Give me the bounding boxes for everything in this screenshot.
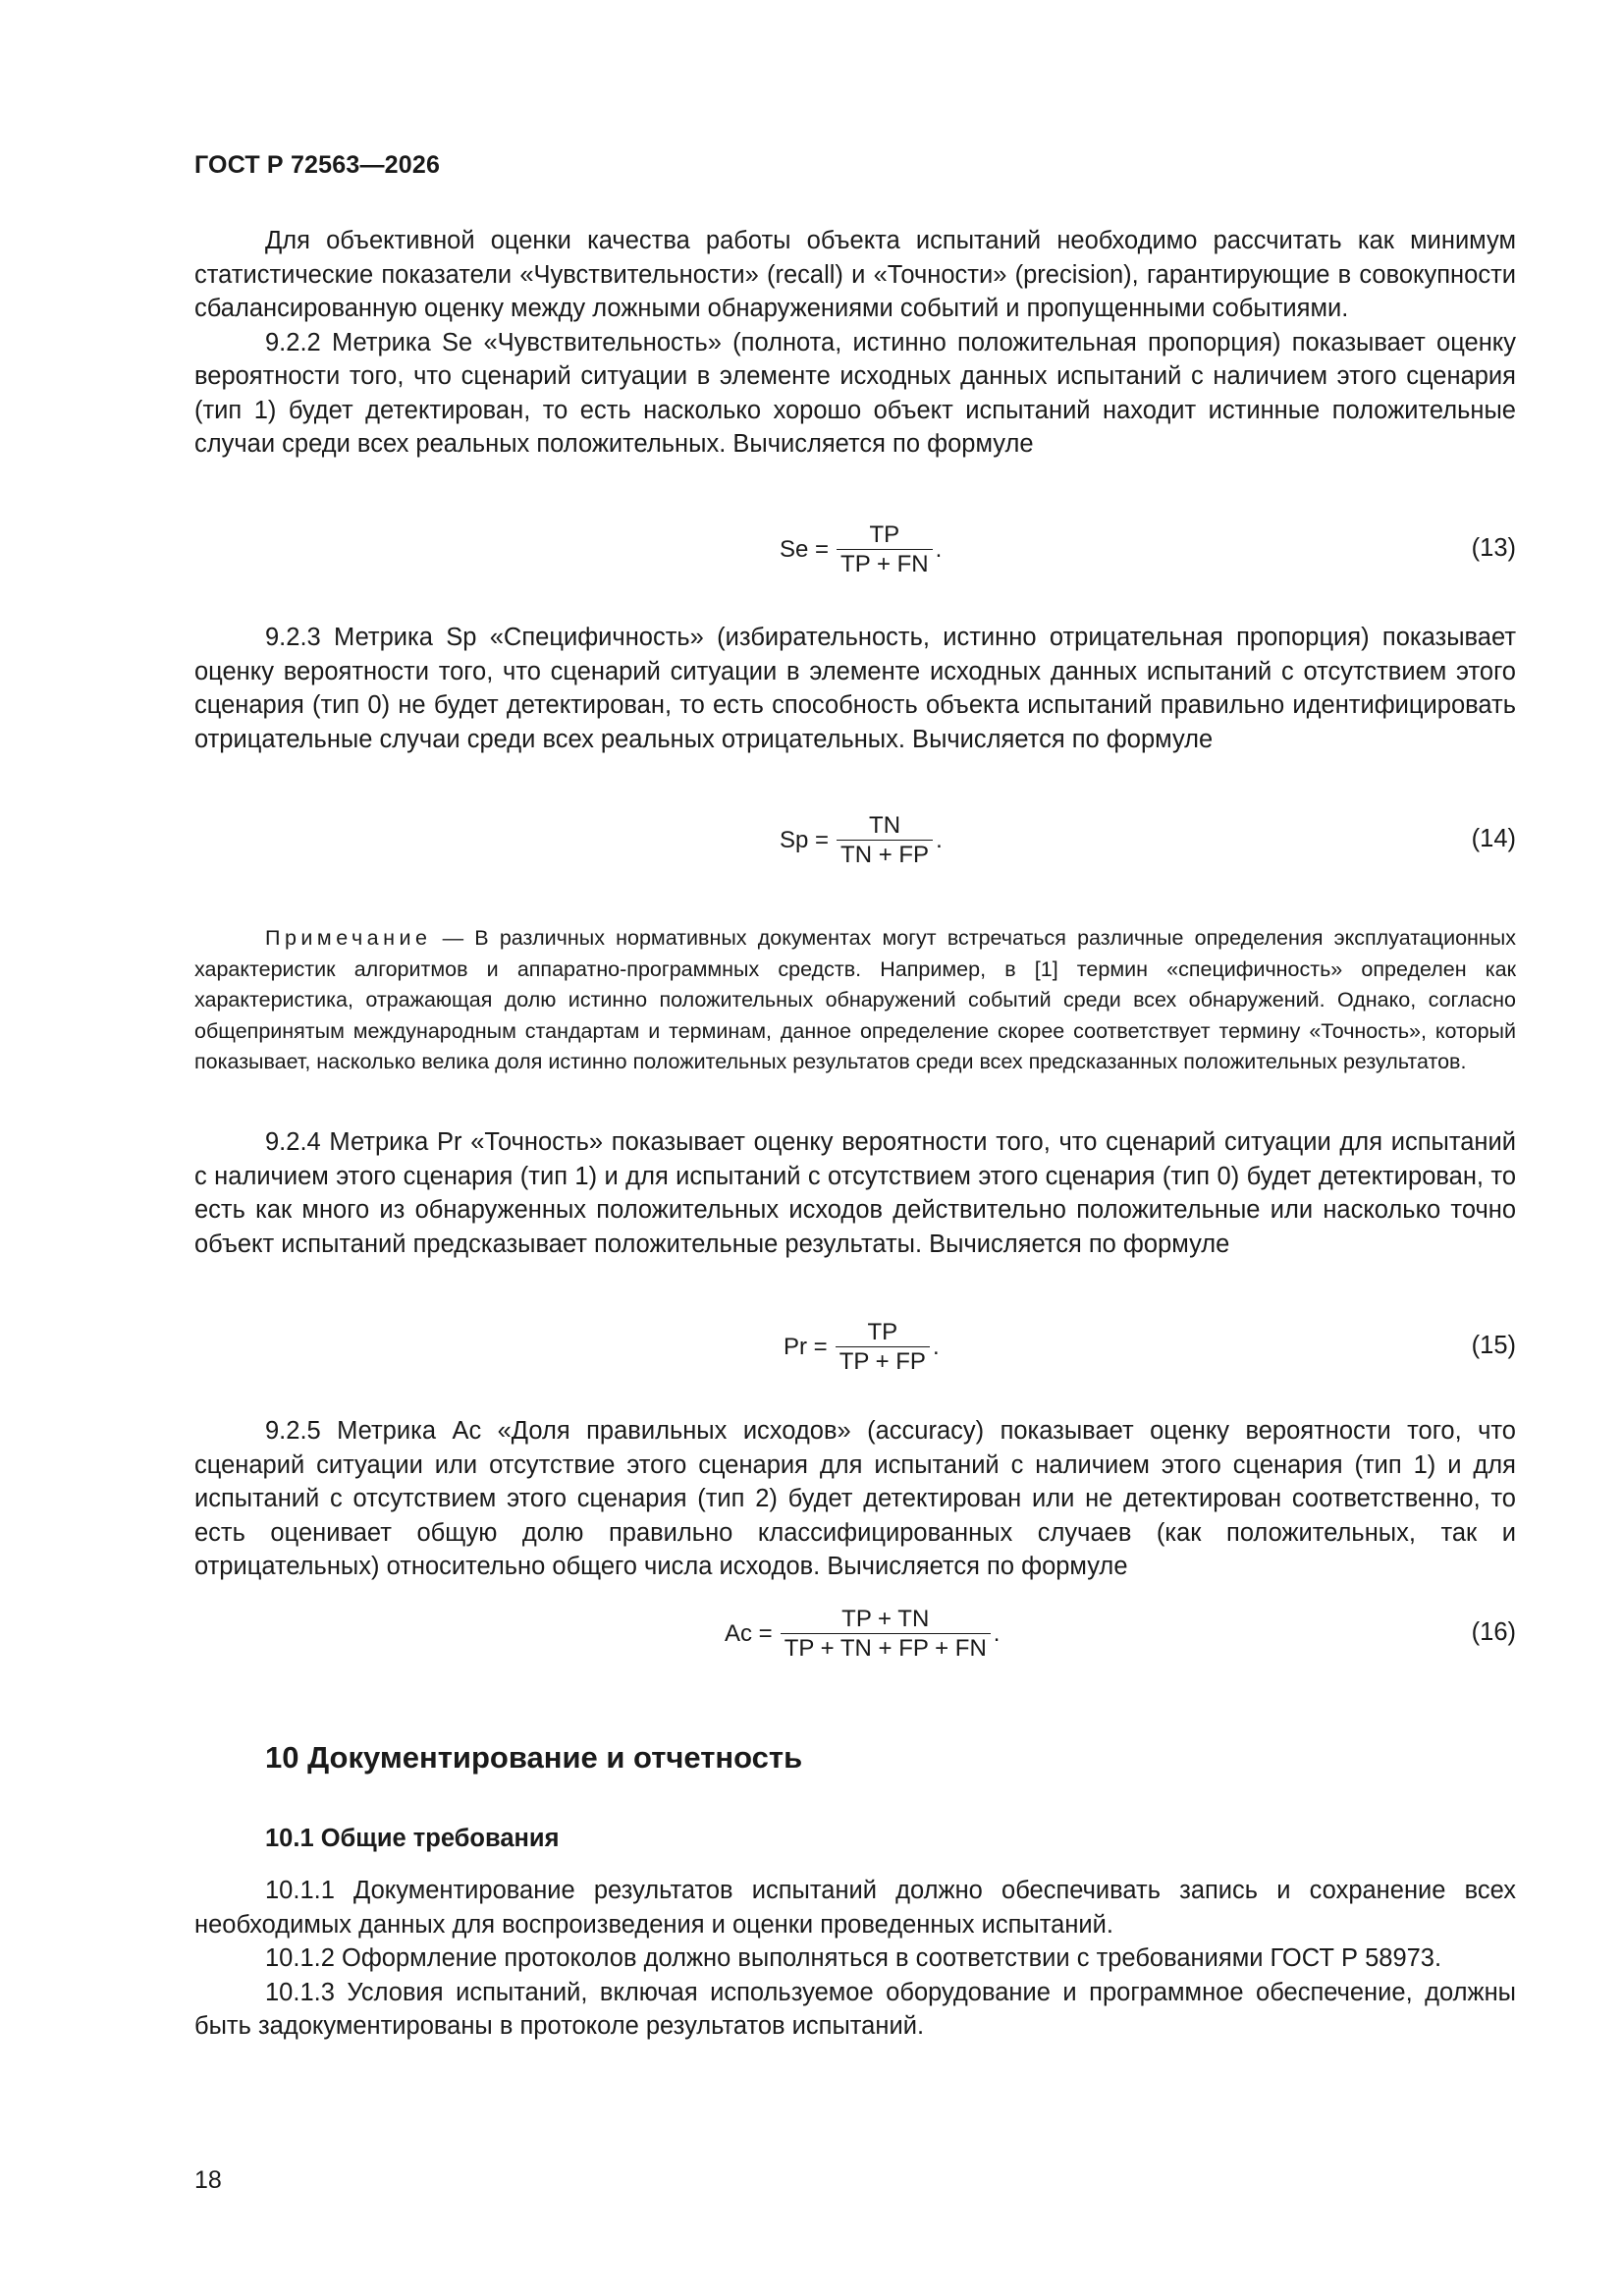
formula-13-denominator: TP + FN (837, 549, 933, 577)
formula-16-fraction (781, 1607, 991, 1662)
paragraph-9-2-4: 9.2.4 Метрика Pr «Точность» показывает оценку вероятности того, что сценарий ситуации для испытаний с наличием этого сценария (тип 1) и для испытаний с отсутствием этого сценария (тип 0) будет детектирован, то есть как много из обнаруженных положительных исходов действительно положительные или насколько точно объект испытаний предсказывает положительные результаты. Вычисляется по формуле (194, 1128, 1516, 1258)
formula-16-denominator: TP + TN + FP + FN (781, 1633, 991, 1662)
paragraph-9-2-5: 9.2.5 Метрика Ac «Доля правильных исходов» (accuracy) показывает оценку вероятности того, что сценарий ситуации или отсутствие этого сценария для испытаний с наличием этого сценария (тип 1) и для испытаний с отсутствием этого сценария (тип 2) будет детектирован или не детектирован соответственно, то есть оценивает общую долю правильно классифицированных случаев (как положительных, так и отрицательных) относительно общего числа исходов. Вычисляется по формуле (194, 1417, 1516, 1580)
formula-13-number: (13) (1471, 534, 1516, 562)
formula-16-numerator: TP + TN (841, 1606, 930, 1632)
formula-15-period: . (932, 1334, 940, 1360)
paragraph-10-1-3: 10.1.3 Условия испытаний, включая используемое оборудование и программное обеспечение, должны быть задокументированы в протоколе результатов испытаний. (194, 1978, 1516, 2040)
formula-15-number: (15) (1471, 1332, 1516, 1359)
note-paragraph (194, 923, 1516, 1078)
formula-15-fraction (836, 1320, 930, 1375)
formula-13-numerator: TP (869, 521, 900, 548)
formula-16-lhs: Ac = (725, 1620, 773, 1647)
formula-15-lhs: Pr = (784, 1334, 828, 1360)
formula-15-numerator: TP (867, 1319, 898, 1345)
paragraph-10-1-2: 10.1.2 Оформление протоколов должно выполняться в соответствии с требованиями ГОСТ Р 58973. (265, 1944, 1442, 1972)
note-text: — В различных нормативных документах могут встречаться различные определения эксплуатационных характеристик алгоритмов и аппаратно-программных средств. Например, в [1] термин «специфичность» определен как характеристика, отражающая долю истинно положительных обнаружений событий среди всех обнаружений. Однако, согласно общепринятым международным стандартам и терминам, данное определение скорее соответствует термину «Точность», который показывает, насколько велика доля истинно положительных результатов среди всех предсказанных положительных результатов. (194, 926, 1516, 1073)
note-label: Примечание (265, 926, 432, 950)
formula-16-number: (16) (1471, 1618, 1516, 1646)
formula-13-fraction (837, 522, 933, 577)
section-10-heading: 10 Документирование и отчетность (265, 1740, 803, 1775)
formula-16 (194, 1605, 1516, 1664)
formula-14-number: (14) (1471, 825, 1516, 852)
section-9-2-4 (194, 1125, 1516, 1261)
note-block (194, 923, 1516, 1078)
formula-13 (194, 520, 1516, 579)
formula-14 (194, 811, 1516, 870)
formula-15-denominator: TP + FP (836, 1346, 930, 1375)
section-9-2-3 (194, 621, 1516, 756)
section-10-1-body (194, 1874, 1516, 2044)
formula-14-denominator: TN + FP (837, 840, 933, 868)
document-header: ГОСТ Р 72563—2026 (194, 151, 441, 179)
section-9-2-5 (194, 1414, 1516, 1584)
formula-14-lhs: Sp = (780, 827, 830, 853)
formula-15 (194, 1318, 1516, 1377)
subsection-10-1-heading: 10.1 Общие требования (265, 1825, 560, 1852)
page-number: 18 (194, 2166, 222, 2194)
formula-14-period: . (936, 827, 943, 853)
paragraph-10-1-1: 10.1.1 Документирование результатов испытаний должно обеспечивать запись и сохранение всех необходимых данных для воспроизведения и оценки проведенных испытаний. (194, 1877, 1516, 1939)
formula-14-fraction (837, 813, 933, 868)
formula-14-numerator: TN (869, 812, 901, 839)
intro-paragraph: Для объективной оценки качества работы объекта испытаний необходимо рассчитать как минимум статистические показатели «Чувствительности» (recall) и «Точности» (precision), гарантирующие в совокупности сбалансированную оценку между ложными обнаружениями событий и пропущенными событиями. (194, 227, 1516, 322)
paragraph-9-2-3: 9.2.3 Метрика Sp «Специфичность» (избирательность, истинно отрицательная пропорция) показывает оценку вероятности того, что сценарий ситуации в элементе исходных данных испытаний с отсутствием этого сценария (тип 0) не будет детектирован, то есть способность объекта испытаний правильно идентифицировать отрицательные случаи среди всех реальных отрицательных. Вычисляется по формуле (194, 624, 1516, 753)
paragraph-9-2-2: 9.2.2 Метрика Se «Чувствительность» (полнота, истинно положительная пропорция) показывает оценку вероятности того, что сценарий ситуации в элементе исходных данных испытаний с наличием этого сценария (тип 1) будет детектирован, то есть насколько хорошо объект испытаний находит истинные положительные случаи среди всех реальных положительных. Вычисляется по формуле (194, 328, 1516, 458)
formula-13-lhs: Se = (780, 536, 830, 563)
formula-13-period: . (935, 536, 943, 563)
formula-16-period: . (993, 1620, 1001, 1647)
intro-block (194, 224, 1516, 462)
